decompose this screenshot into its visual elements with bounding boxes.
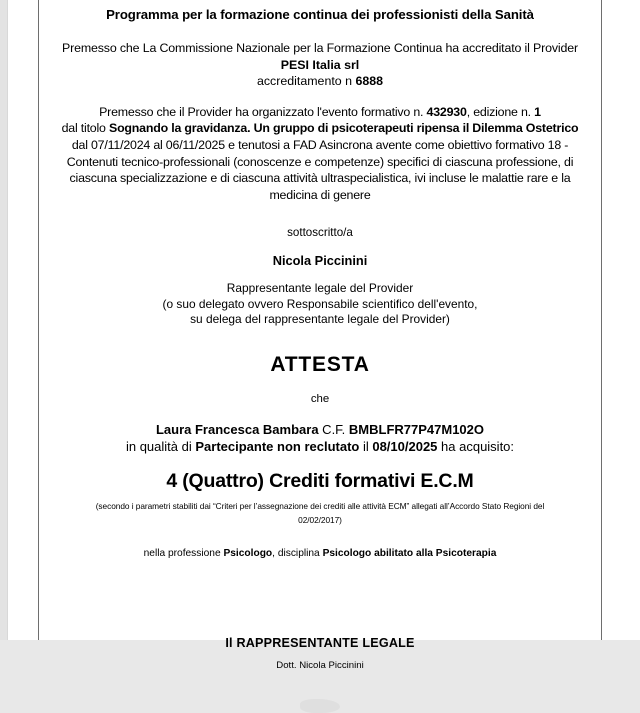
accreditation-number-line xyxy=(53,73,587,90)
event-number: 432930 xyxy=(426,104,467,119)
spacer xyxy=(53,561,587,605)
capacity-prefix: in qualità di xyxy=(125,438,196,454)
signer-role-line-2: (o suo delegato ovvero Responsabile scientifico dell'evento, xyxy=(162,296,478,311)
spacer xyxy=(53,377,587,391)
event-intro-prefix: Premesso che il Provider ha organizzato l'evento formativo n. xyxy=(99,104,427,119)
provider-name: PESI Italia srl xyxy=(280,57,360,72)
spacer xyxy=(53,455,587,469)
cf-label: C.F. xyxy=(318,421,349,437)
spacer xyxy=(53,269,587,281)
profession-value: Psicologo xyxy=(223,547,273,559)
attestation-date: 08/10/2025 xyxy=(372,438,438,454)
credits-fineprint xyxy=(53,499,587,528)
discipline-prefix: , disciplina xyxy=(272,547,323,559)
certificate-page xyxy=(8,0,640,671)
fiscal-code: BMBLFR77P47M102O xyxy=(348,421,485,437)
certificate-content xyxy=(39,0,601,671)
profession-prefix: nella professione xyxy=(143,547,224,559)
event-dates-and-mode: dal 07/11/2024 al 06/11/2025 e tenutosi a FAD Asincrona avente come obiettivo formativo 18 - Contenuti tecnico-professionali (conoscenze e competenze) specifici di ciascuna professione, di ciascuna specializzazione e di ciascuna attività ultraspecialistica, ivi incluse le malattie rare e la medicina di genere xyxy=(66,137,574,202)
discipline-value: Psicologo abilitato alla Psicoterapia xyxy=(322,547,497,559)
event-block xyxy=(53,104,587,204)
accreditation-number: 6888 xyxy=(355,74,384,89)
spacer xyxy=(53,90,587,104)
spacer xyxy=(53,673,587,699)
spacer xyxy=(53,22,587,40)
edition-number: 1 xyxy=(534,104,541,119)
acquired-label: ha acquisito: xyxy=(437,438,515,454)
spacer xyxy=(53,241,587,253)
participant-identity-line xyxy=(53,421,587,438)
page-title: Programma per la formazione continua dei professionisti della Sanità xyxy=(106,7,534,22)
spacer xyxy=(53,327,587,353)
signer-name: Nicola Piccinini xyxy=(272,253,368,269)
signer-role-line-3: su delega del rappresentante legale del Provider) xyxy=(190,311,450,326)
signer-role-block xyxy=(53,281,587,327)
undersigned-label: sottoscritto/a xyxy=(287,226,353,240)
accreditation-block xyxy=(53,40,587,90)
participant-capacity-line xyxy=(53,438,587,455)
accreditation-label: accreditamento n xyxy=(256,74,356,89)
signer-role-line-1: Rappresentante legale del Provider xyxy=(226,281,414,296)
accreditation-statement: Premesso che La Commissione Nazionale per la Formazione Continua ha accreditato il Provider xyxy=(62,41,578,56)
attesta-heading: ATTESTA xyxy=(270,352,370,376)
credits-amount: 4 (Quattro) Crediti formativi E.C.M xyxy=(166,469,474,492)
event-title: Sognando la gravidanza. Un gruppo di psicoterapeuti ripensa il Dilemma Ostetrico xyxy=(109,121,579,136)
profession-line xyxy=(53,546,587,561)
page-gutter-left xyxy=(0,0,8,640)
page-border-right xyxy=(601,0,602,640)
event-title-label: dal titolo xyxy=(61,121,109,136)
che-label: che xyxy=(310,392,330,405)
edition-label: , edizione n. xyxy=(466,104,535,119)
representative-name: Dott. Nicola Piccinini xyxy=(276,659,364,671)
participant-capacity: Partecipante non reclutato xyxy=(195,438,360,454)
representative-title: Il RAPPRESENTANTE LEGALE xyxy=(225,635,415,650)
spacer xyxy=(53,651,587,659)
signature-image xyxy=(300,699,340,713)
credits-fineprint-line-2: 02/02/2017) xyxy=(298,515,342,526)
participant-block xyxy=(53,421,587,455)
participant-name: Laura Francesca Bambara xyxy=(155,421,319,437)
spacer xyxy=(53,407,587,421)
date-label: il xyxy=(359,438,373,454)
spacer xyxy=(53,203,587,225)
spacer xyxy=(53,605,587,635)
spacer xyxy=(53,528,587,546)
credits-fineprint-line-1: (secondo i parametri stabiliti dai “Criteri per l’assegnazione dei crediti alle attività ECM” allegati all’Accordo Stato Regioni del xyxy=(95,500,545,511)
